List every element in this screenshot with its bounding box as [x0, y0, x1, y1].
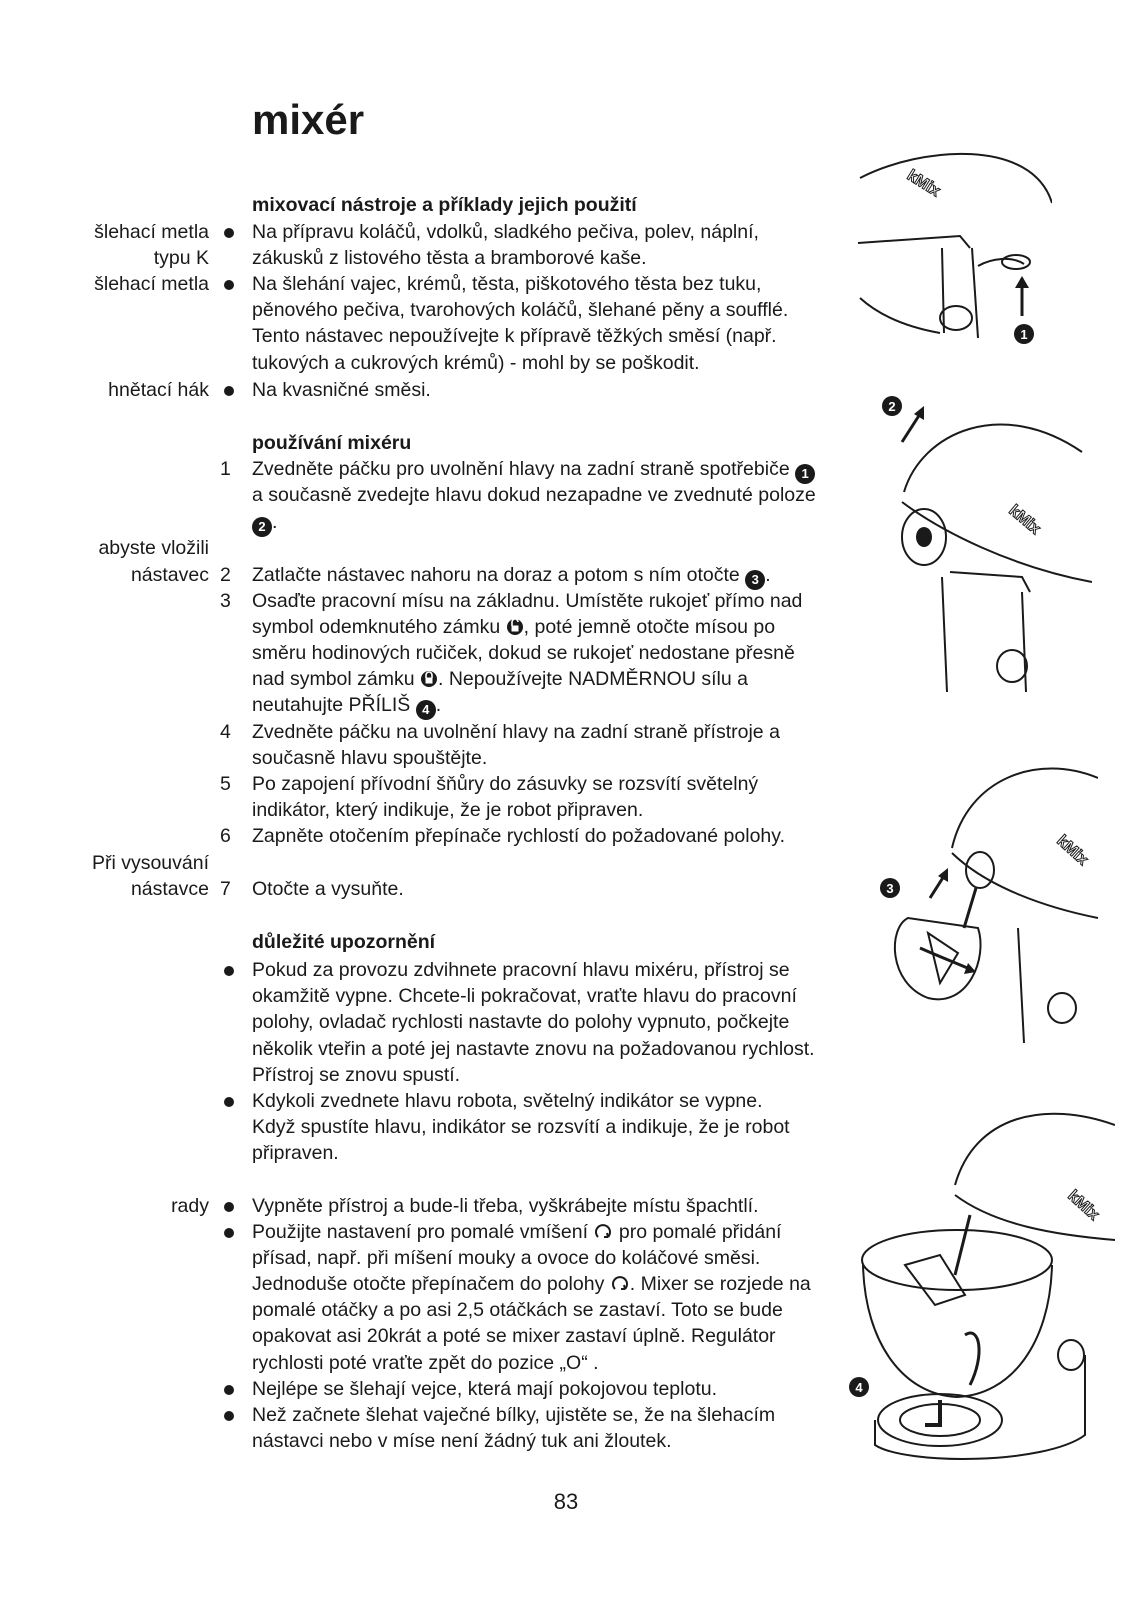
step-number: 4	[220, 721, 231, 743]
figure-4-bowl-lock	[845, 1105, 1115, 1470]
callout-3-icon: 3	[745, 570, 765, 590]
text-line: nad symbol zámku . Nepoužívejte NADMĚRNOU sílu a	[252, 666, 748, 695]
page-number: 83	[553, 1489, 579, 1514]
text-line: současně hlavu spouštějte.	[252, 747, 488, 769]
slow-fold-icon	[610, 1273, 630, 1300]
text-line: zákusků z listového těsta a bramborové kaše.	[252, 247, 647, 269]
side-label-removal: Při vysouvání	[91, 852, 209, 874]
figure-3-insert-tool	[868, 758, 1098, 1048]
bullet	[224, 966, 234, 976]
usage-heading: používání mixéru	[252, 432, 412, 454]
figure-callout: 3	[886, 881, 894, 896]
bullet	[224, 1228, 234, 1238]
text-line: Na kvasničné směsi.	[252, 379, 431, 401]
side-label-insert: abyste vložili	[98, 537, 209, 559]
text-line: indikátor, který indikuje, že je robot připraven.	[252, 799, 644, 821]
tools-heading: mixovací nástroje a příklady jejich použití	[252, 194, 637, 216]
warning-heading: důležité upozornění	[252, 931, 436, 953]
unlock-icon	[506, 616, 524, 643]
text-line: rychlosti poté vraťte zpět do pozice „O“ .	[252, 1352, 599, 1374]
text-line: opakovat asi 20krát a poté se mixer zastaví úplně. Regulátor	[252, 1325, 776, 1347]
step-number: 3	[220, 590, 231, 612]
bullet	[224, 1202, 234, 1212]
text-line: přísad, např. při míšení mouky a ovoce do koláčové směsi.	[252, 1247, 761, 1269]
text-line: Zapněte otočením přepínače rychlostí do požadované polohy.	[252, 825, 785, 847]
text-line: Zvedněte páčku pro uvolnění hlavy na zadní straně spotřebiče 1	[252, 456, 815, 484]
bullet	[224, 228, 234, 238]
figure-1-release-lever	[852, 148, 1052, 348]
side-label-whisk: šlehací metla	[94, 273, 209, 295]
text-line: Tento nástavec nepoužívejte k přípravě těžkých směsí (např.	[252, 325, 777, 347]
text-line: Po zapojení přívodní šňůry do zásuvky se rozsvítí světelný	[252, 773, 759, 795]
bullet	[224, 280, 234, 290]
side-label-tips: rady	[171, 1195, 209, 1217]
side-label-dough-hook: hnětací hák	[108, 379, 209, 401]
text-line: neutahujte PŘÍLIŠ 4 .	[252, 692, 441, 720]
text-line: Přístroj se znovu spustí.	[252, 1064, 461, 1086]
text-line: připraven.	[252, 1142, 339, 1164]
figure-brand-label: kMix	[903, 166, 944, 201]
text-line: Na přípravu koláčů, vdolků, sladkého pečiva, polev, náplní,	[252, 221, 759, 243]
text-line: Použijte nastavení pro pomalé vmíšení pro pomalé přidání	[252, 1219, 781, 1248]
callout-4-icon: 4	[416, 700, 436, 720]
figure-callout: 4	[855, 1380, 863, 1395]
text-line: Vypněte přístroj a bude-li třeba, vyškrábejte místu špachtlí.	[252, 1195, 759, 1217]
step-number: 1	[220, 458, 231, 480]
figure-callout: 2	[888, 399, 896, 414]
side-label-attachment: nástavec	[130, 564, 209, 586]
text-line: Pokud za provozu zdvihnete pracovní hlavu mixéru, přístroj se	[252, 959, 790, 981]
bullet	[224, 386, 234, 396]
callout-2-icon: 2	[252, 517, 272, 537]
text-line: Otočte a vysuňte.	[252, 878, 404, 900]
text-line: Zvedněte páčku na uvolnění hlavy na zadní straně přístroje a	[252, 721, 780, 743]
lock-icon	[420, 668, 438, 695]
text-line: Osaďte pracovní mísu na základnu. Umístěte rukojeť přímo nad	[252, 590, 803, 612]
figure-brand-label: kMix	[1005, 502, 1044, 538]
side-label-k-beater-2: typu K	[153, 247, 209, 269]
step-number: 7	[220, 878, 231, 900]
figure-brand-label: kMix	[1064, 1187, 1103, 1224]
step-number: 2	[220, 564, 231, 586]
text-line: 2 .	[252, 509, 277, 537]
figure-brand-label: kMix	[1053, 832, 1092, 869]
bullet	[224, 1097, 234, 1107]
bullet	[224, 1385, 234, 1395]
text-line: Na šlehání vajec, krémů, těsta, piškotového těsta bez tuku,	[252, 273, 762, 295]
text-line: Zatlačte nástavec nahoru na doraz a potom s ním otočte 3 .	[252, 562, 771, 590]
bullet	[224, 1411, 234, 1421]
text-line: Nejlépe se šlehají vejce, která mají pokojovou teplotu.	[252, 1378, 718, 1400]
text-line: a současně zvedejte hlavu dokud nezapadne ve zvednuté poloze	[252, 484, 816, 506]
side-label-k-beater: šlehací metla	[94, 221, 209, 243]
slow-fold-icon	[593, 1221, 613, 1248]
text-line: Jednoduše otočte přepínačem do polohy . Mixer se rozjede na	[252, 1271, 811, 1300]
text-line: tukových a cukrových krémů) - mohl by se poškodit.	[252, 352, 700, 374]
text-line: pomalé otáčky a po asi 2,5 otáčkách se zastaví. Toto se bude	[252, 1299, 783, 1321]
page-title: mixér	[252, 96, 365, 143]
step-number: 6	[220, 825, 231, 847]
text-line: několik vteřin a poté jej nastavte znovu na požadovanou rychlost.	[252, 1038, 815, 1060]
text-line: pěnového pečiva, tvarohových koláčů, šlehané pěny a soufflé.	[252, 299, 789, 321]
text-line: směru hodinových ručiček, dokud se rukojeť nedostane přesně	[252, 642, 795, 664]
text-line: Když spustíte hlavu, indikátor se rozsvítí a indikuje, že je robot	[252, 1116, 790, 1138]
text-line: okamžitě vypne. Chcete-li pokračovat, vraťte hlavu do pracovní	[252, 985, 797, 1007]
text-line: polohy, ovladač rychlosti nastavte do polohy vypnuto, počkejte	[252, 1011, 790, 1033]
side-label-removal-2: nástavce	[130, 878, 209, 900]
step-number: 5	[220, 773, 231, 795]
text-line: symbol odemknutého zámku , poté jemně otočte mísou po	[252, 614, 775, 643]
figure-callout: 1	[1020, 327, 1028, 342]
figure-2-lift-head	[862, 392, 1092, 702]
callout-1-icon: 1	[795, 464, 815, 484]
text-line: Kdykoli zvednete hlavu robota, světelný indikátor se vypne.	[252, 1090, 763, 1112]
text-line: Než začnete šlehat vaječné bílky, ujistěte se, že na šlehacím	[252, 1404, 776, 1426]
text-line: nástavci nebo v míse není žádný tuk ani žloutek.	[252, 1430, 672, 1452]
